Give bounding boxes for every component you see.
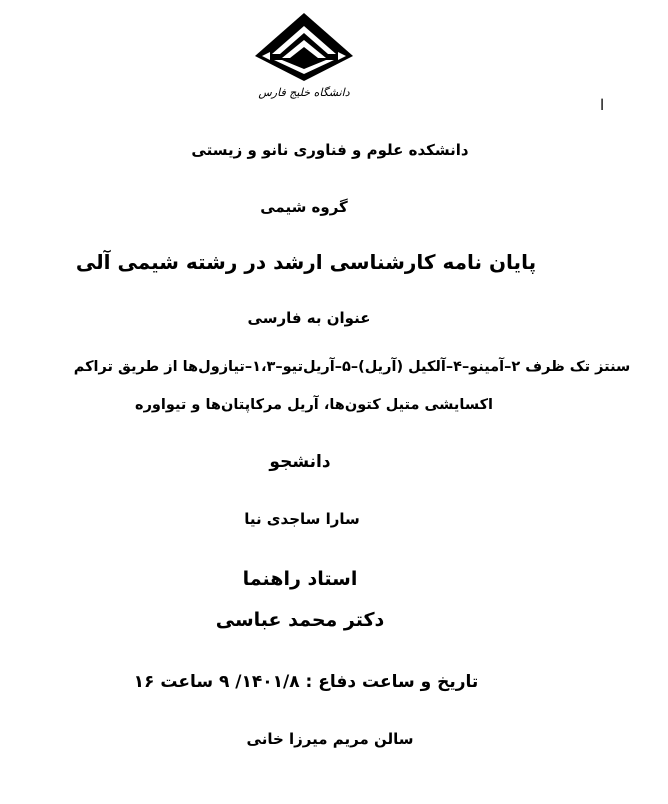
page-number: ا [600, 96, 605, 114]
defense-room: سالن مریم میرزا خانی [246, 730, 414, 748]
student-label: دانشجو [269, 452, 331, 472]
thesis-title-line-2: اکسایشی متیل کتون‌ها، آریل مرکاپتان‌ها و تیواوره [135, 397, 493, 413]
department-name: گروه شیمی [260, 198, 348, 216]
thesis-type: پایان نامه کارشناسی ارشد در رشته شیمی آلی [75, 250, 537, 274]
advisor-name: دکتر محمد عباسی [215, 609, 385, 631]
defense-date-time: تاریخ و ساعت دفاع : ۱۴۰۱/۸/ ۹ ساعت ۱۶ [133, 672, 479, 692]
thesis-title-line-1: سنتز تک ظرف ۲–آمینو–۴–آلکیل (آریل)–۵–آریل‌تیو–۱،۳–تیازول‌ها از طریق تراکم [73, 359, 631, 375]
faculty-name: دانشکده علوم و فناوری نانو و زیستی [191, 141, 469, 159]
university-logo-icon [252, 12, 356, 82]
logo-caption: دانشگاه خلیج فارس [258, 86, 350, 99]
title-label: عنوان به فارسی [247, 309, 371, 327]
advisor-label: استاد راهنما [242, 568, 358, 590]
student-name: سارا ساجدی نیا [244, 510, 360, 528]
